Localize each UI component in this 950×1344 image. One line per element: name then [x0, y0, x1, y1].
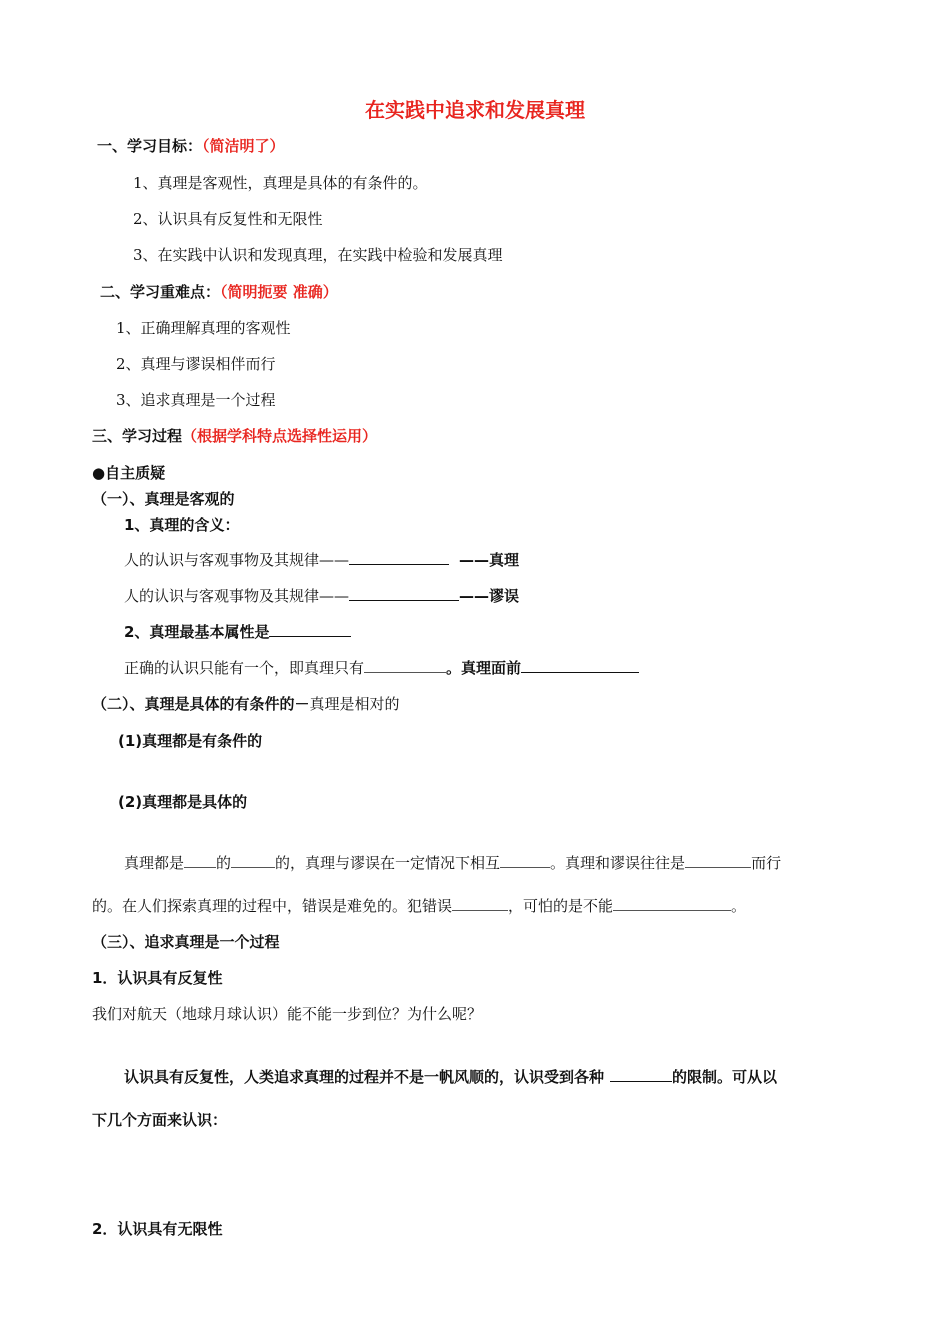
line-suffix: ——谬误 — [459, 587, 520, 605]
blank-field[interactable] — [452, 896, 508, 911]
page-title: 在实践中追求和发展真理 — [365, 98, 585, 122]
text: 。 — [731, 897, 747, 915]
text: 的 — [216, 854, 232, 872]
error-definition-line — [124, 586, 519, 606]
section-1-heading — [97, 136, 285, 156]
line-prefix: 正确的认识只能有一个，即真理只有 — [124, 659, 365, 677]
section-3-label: 三、学习过程 — [92, 427, 183, 445]
unique-truth-line — [124, 658, 639, 678]
blank-field[interactable] — [521, 658, 639, 673]
text: ，可怕的是不能 — [508, 897, 614, 915]
part-2-paragraph-line-1 — [124, 853, 781, 873]
part-1-heading: （一）、真理是客观的 — [92, 490, 235, 508]
repetition-paragraph-line-1 — [124, 1067, 777, 1087]
key-item: 3、追求真理是一个过程 — [116, 391, 276, 409]
blank-field[interactable] — [364, 658, 446, 673]
blank-field[interactable] — [231, 853, 275, 868]
section-3-heading — [92, 426, 377, 446]
blank-field[interactable] — [613, 896, 731, 911]
section-3-note: （根据学科特点选择性运用） — [182, 427, 378, 445]
text: 认识具有反复性，人类追求真理的过程并不是一帆风顺的，认识受到各种 — [124, 1068, 605, 1086]
truth-definition-line — [124, 550, 519, 570]
goal-item: 2、认识具有反复性和无限性 — [133, 210, 323, 228]
goal-item: 1、真理是客观性，真理是具体的有条件的。 — [133, 174, 428, 192]
text: 真理都是 — [124, 854, 185, 872]
text: 的。在人们探索真理的过程中，错误是难免的。犯错误 — [92, 897, 453, 915]
text: 的，真理与谬误在一定情况下相互 — [275, 854, 501, 872]
key-item: 1、正确理解真理的客观性 — [116, 319, 291, 337]
part-2-sub-1: (1)真理都是有条件的 — [118, 732, 263, 750]
part-1-item-2 — [124, 622, 351, 642]
section-1-label: 一、学习目标： — [97, 137, 203, 155]
goal-item: 3、在实践中认识和发现真理，在实践中检验和发展真理 — [133, 246, 503, 264]
line-prefix: 人的认识与客观事物及其规律—— — [124, 551, 350, 569]
blank-field[interactable] — [349, 550, 449, 565]
line-suffix: ——真理 — [459, 551, 520, 569]
repetition-paragraph-line-2: 下几个方面来认识： — [92, 1111, 228, 1129]
part-3-heading: （三）、追求真理是一个过程 — [92, 933, 280, 951]
part-2-sub-2: (2)真理都是具体的 — [118, 793, 248, 811]
question-line: 我们对航天（地球月球认识）能不能一步到位？为什么呢？ — [92, 1005, 483, 1023]
blank-field[interactable] — [610, 1067, 672, 1082]
line-prefix: 人的认识与客观事物及其规律—— — [124, 587, 350, 605]
section-2-label: 二、学习重难点： — [100, 283, 221, 301]
part-2-heading — [92, 694, 400, 714]
blank-field[interactable] — [269, 622, 351, 637]
text: 而行 — [751, 854, 782, 872]
self-study-heading: ●自主质疑 — [92, 464, 166, 482]
blank-field[interactable] — [685, 853, 751, 868]
blank-field[interactable] — [500, 853, 550, 868]
line-middle: 。真理面前 — [446, 659, 522, 677]
section-2-heading — [100, 282, 338, 302]
text: 的限制。可从以 — [672, 1068, 778, 1086]
part-3-sub-1: 1．认识具有反复性 — [92, 969, 223, 987]
section-2-note: （简明扼要 准确） — [220, 283, 338, 301]
text: 。真理和谬误往往是 — [550, 854, 686, 872]
heading-normal: 真理是相对的 — [309, 695, 400, 713]
section-1-note: （简洁明了） — [202, 137, 285, 155]
part-3-sub-2: 2．认识具有无限性 — [92, 1220, 223, 1238]
blank-field[interactable] — [349, 586, 459, 601]
heading-bold: （二）、真理是具体的有条件的－ — [92, 695, 310, 713]
key-item: 2、真理与谬误相伴而行 — [116, 355, 276, 373]
item-label: 2、真理最基本属性是 — [124, 623, 270, 641]
part-1-item-1: 1、真理的含义： — [124, 516, 240, 534]
part-2-paragraph-line-2 — [92, 896, 746, 916]
blank-field[interactable] — [184, 853, 216, 868]
